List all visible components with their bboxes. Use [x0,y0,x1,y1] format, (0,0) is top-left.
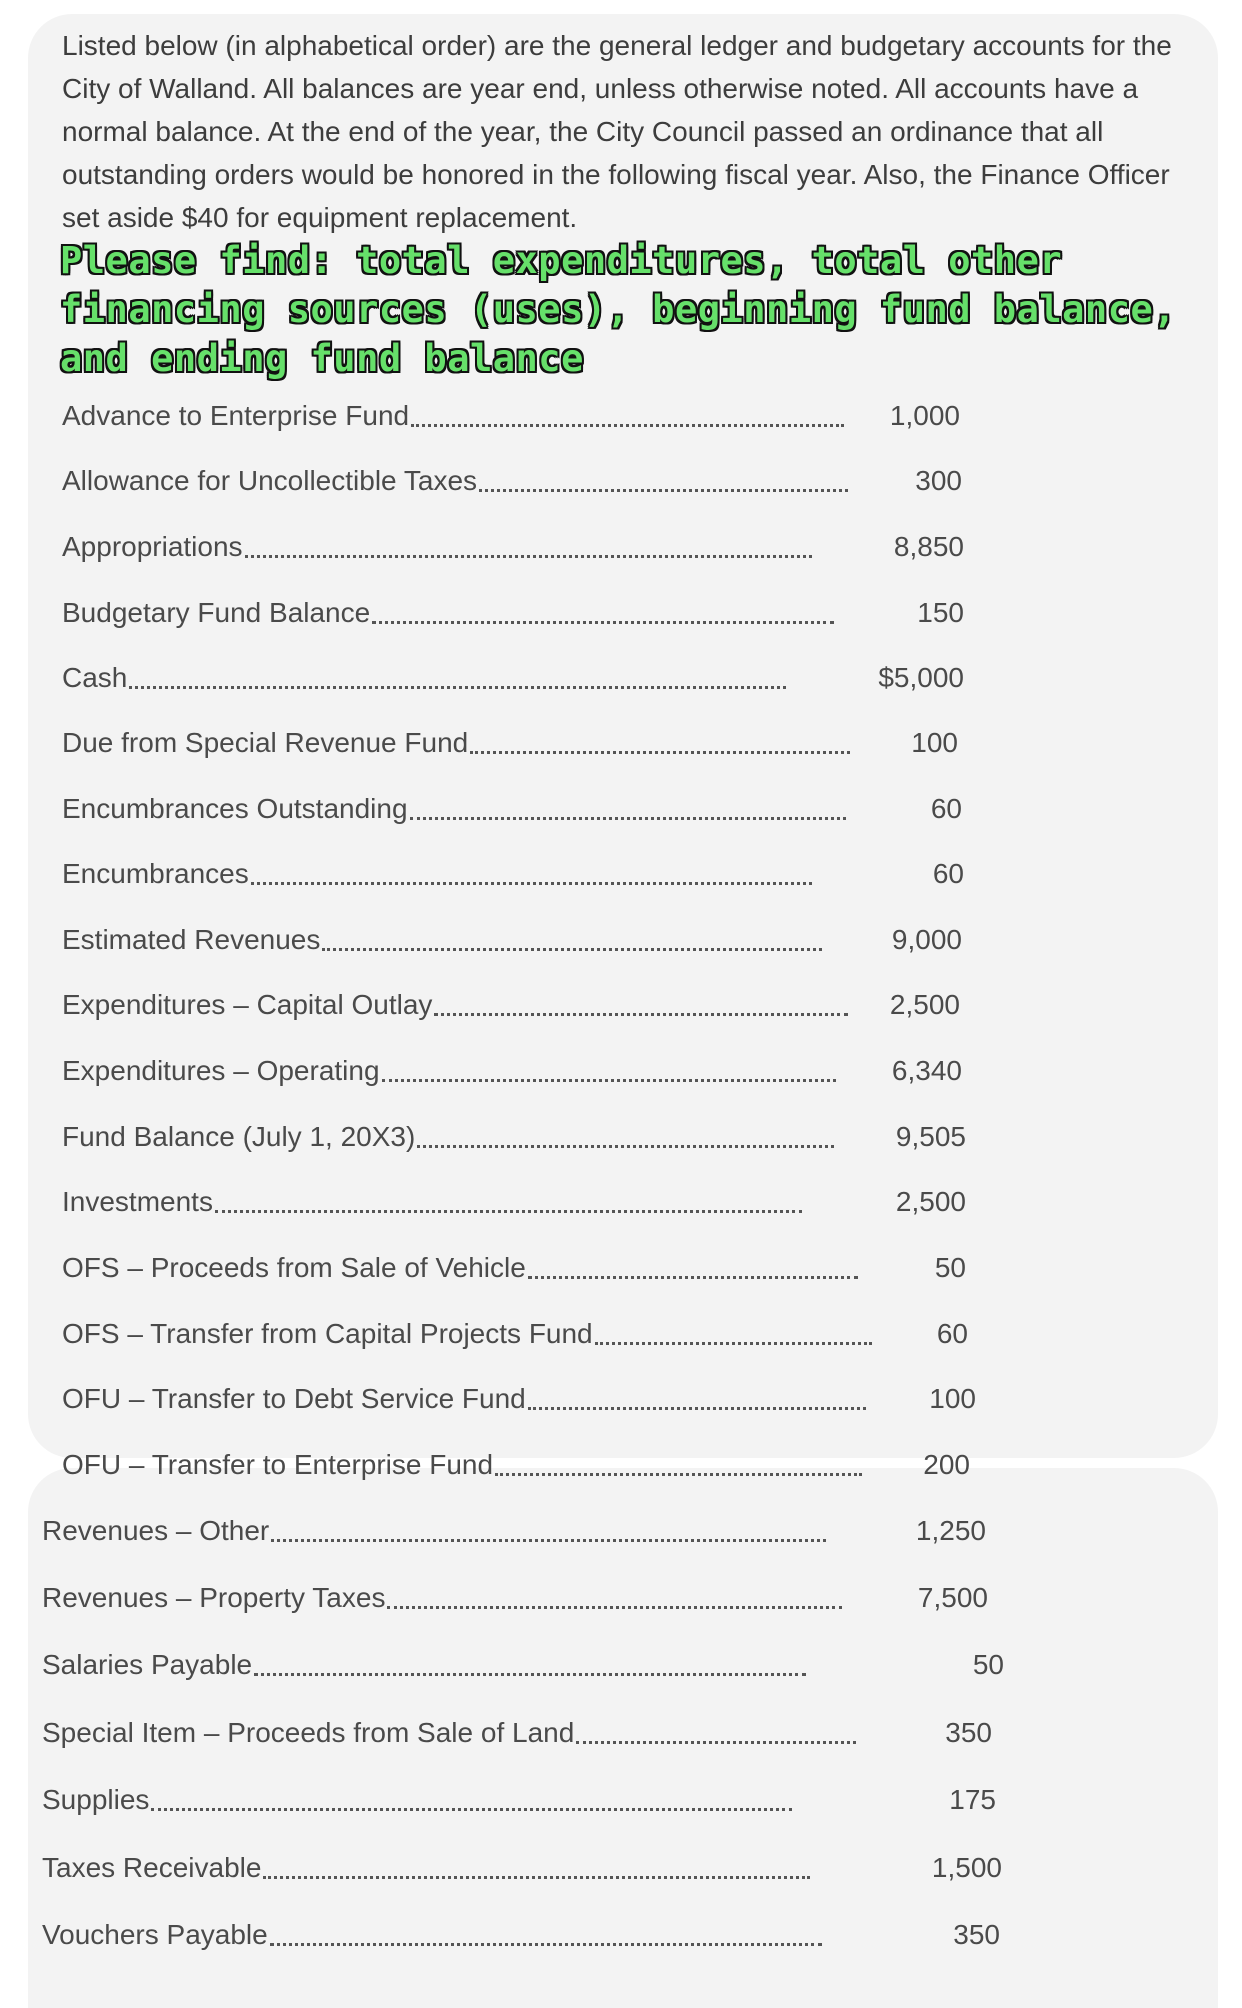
account-row [42,1848,816,1888]
account-name: OFU – Transfer to Debt Service Fund [62,1383,526,1414]
dot-leader [151,1808,792,1811]
account-amount: 100 [929,1383,976,1414]
account-amount: 100 [911,727,958,758]
dot-leader [411,424,844,427]
dot-leader [129,686,786,689]
account-amount: $5,000 [878,662,964,693]
dot-leader [495,1473,862,1476]
dot-leader [251,882,812,885]
account-row [62,920,828,960]
account-amount: 350 [953,1919,1000,1950]
account-amount: 60 [936,1318,968,1349]
account-row [62,396,850,436]
dot-leader [271,1539,826,1542]
account-name: Special Item – Proceeds from Sale of Land [42,1717,575,1748]
account-amount: 6,340 [891,1055,962,1086]
dot-leader [595,1342,872,1345]
account-amount: 300 [915,465,962,496]
account-amount: 50 [934,1252,966,1283]
account-row [62,1445,868,1485]
account-name: Due from Special Revenue Fund [62,727,469,758]
account-name: Fund Balance (July 1, 20X3) [62,1121,416,1152]
account-row [62,1379,872,1419]
account-name: Advance to Enterprise Fund [62,400,410,431]
account-name: Budgetary Fund Balance [62,597,371,628]
account-name: OFS – Proceeds from Sale of Vehicle [62,1252,526,1283]
dot-leader [372,621,834,624]
account-row [42,1713,862,1753]
account-row [62,789,852,829]
account-name: Expenditures – Operating [62,1055,380,1086]
account-amount: 1,000 [889,400,960,431]
dot-leader [322,948,822,951]
dot-leader [245,555,812,558]
account-row [42,1645,812,1685]
dot-leader [270,1943,822,1946]
account-name: Revenues – Other [42,1515,270,1546]
account-name: Encumbrances [62,858,249,889]
account-amount: 60 [932,858,964,889]
dot-leader [417,1145,834,1148]
dot-leader [434,1013,848,1016]
account-amount: 2,500 [895,1186,966,1217]
account-row [42,1915,828,1955]
account-name: Cash [62,662,128,693]
account-name: OFU – Transfer to Enterprise Fund [62,1449,494,1480]
dot-leader [410,817,846,820]
account-row [62,1248,864,1288]
account-amount: 200 [923,1449,970,1480]
account-name: Taxes Receivable [42,1852,262,1883]
account-name: Appropriations [62,531,243,562]
account-row [62,593,840,633]
account-row [42,1780,798,1820]
account-amount: 60 [930,793,962,824]
account-name: Supplies [42,1784,150,1815]
dot-leader [382,1079,836,1082]
dot-leader [254,1673,806,1676]
problem-intro-text: Listed below (in alphabetical order) are the general ledger and budgetary accounts for the City of Walland. All balances are year end, unless otherwise noted. All accounts have a normal balance. At the end of the year, the City Council passed an ordinance that all outstanding orders would be honored in the following fiscal year. Also, the Finance Officer set aside $40 for equipment replacement. [62,30,1172,233]
account-amount: 150 [917,597,964,628]
account-amount: 50 [972,1649,1004,1680]
account-name: Revenues – Property Taxes [42,1582,386,1613]
account-row [62,854,818,894]
account-name: OFS – Transfer from Capital Projects Fund [62,1318,593,1349]
account-row [62,1051,842,1091]
account-name: Salaries Payable [42,1649,253,1680]
dot-leader [215,1210,802,1213]
account-amount: 2,500 [889,989,960,1020]
account-amount: 8,850 [893,531,964,562]
dot-leader [479,489,848,492]
account-name: Vouchers Payable [42,1919,268,1950]
account-amount: 9,505 [895,1121,966,1152]
account-row [62,527,818,567]
account-amount: 7,500 [917,1582,988,1613]
account-amount: 1,500 [931,1852,1002,1883]
account-row [62,723,856,763]
account-row [62,1182,808,1222]
account-row [62,658,792,698]
account-row [42,1578,848,1618]
account-row [62,1117,840,1157]
account-name: Allowance for Uncollectible Taxes [62,465,478,496]
account-amount: 175 [949,1784,996,1815]
account-row [42,1511,832,1551]
account-amount: 350 [945,1717,992,1748]
account-name: Estimated Revenues [62,924,321,955]
dot-leader [528,1276,858,1279]
account-row [62,1314,878,1354]
dot-leader [470,751,850,754]
account-name: Expenditures – Capital Outlay [62,989,433,1020]
dot-leader [387,1606,842,1609]
account-name: Encumbrances Outstanding [62,793,408,824]
account-name: Investments [62,1186,213,1217]
dot-leader [528,1407,866,1410]
dot-leader [576,1741,856,1744]
account-amount: 1,250 [915,1515,986,1546]
account-row [62,461,854,501]
account-row [62,985,854,1025]
highlighted-question-text: Please find: total expenditures, total other financing sources (uses), beginning fund balance, and ending fund balance [60,239,1177,380]
account-amount: 9,000 [891,924,962,955]
dot-leader [263,1876,810,1879]
